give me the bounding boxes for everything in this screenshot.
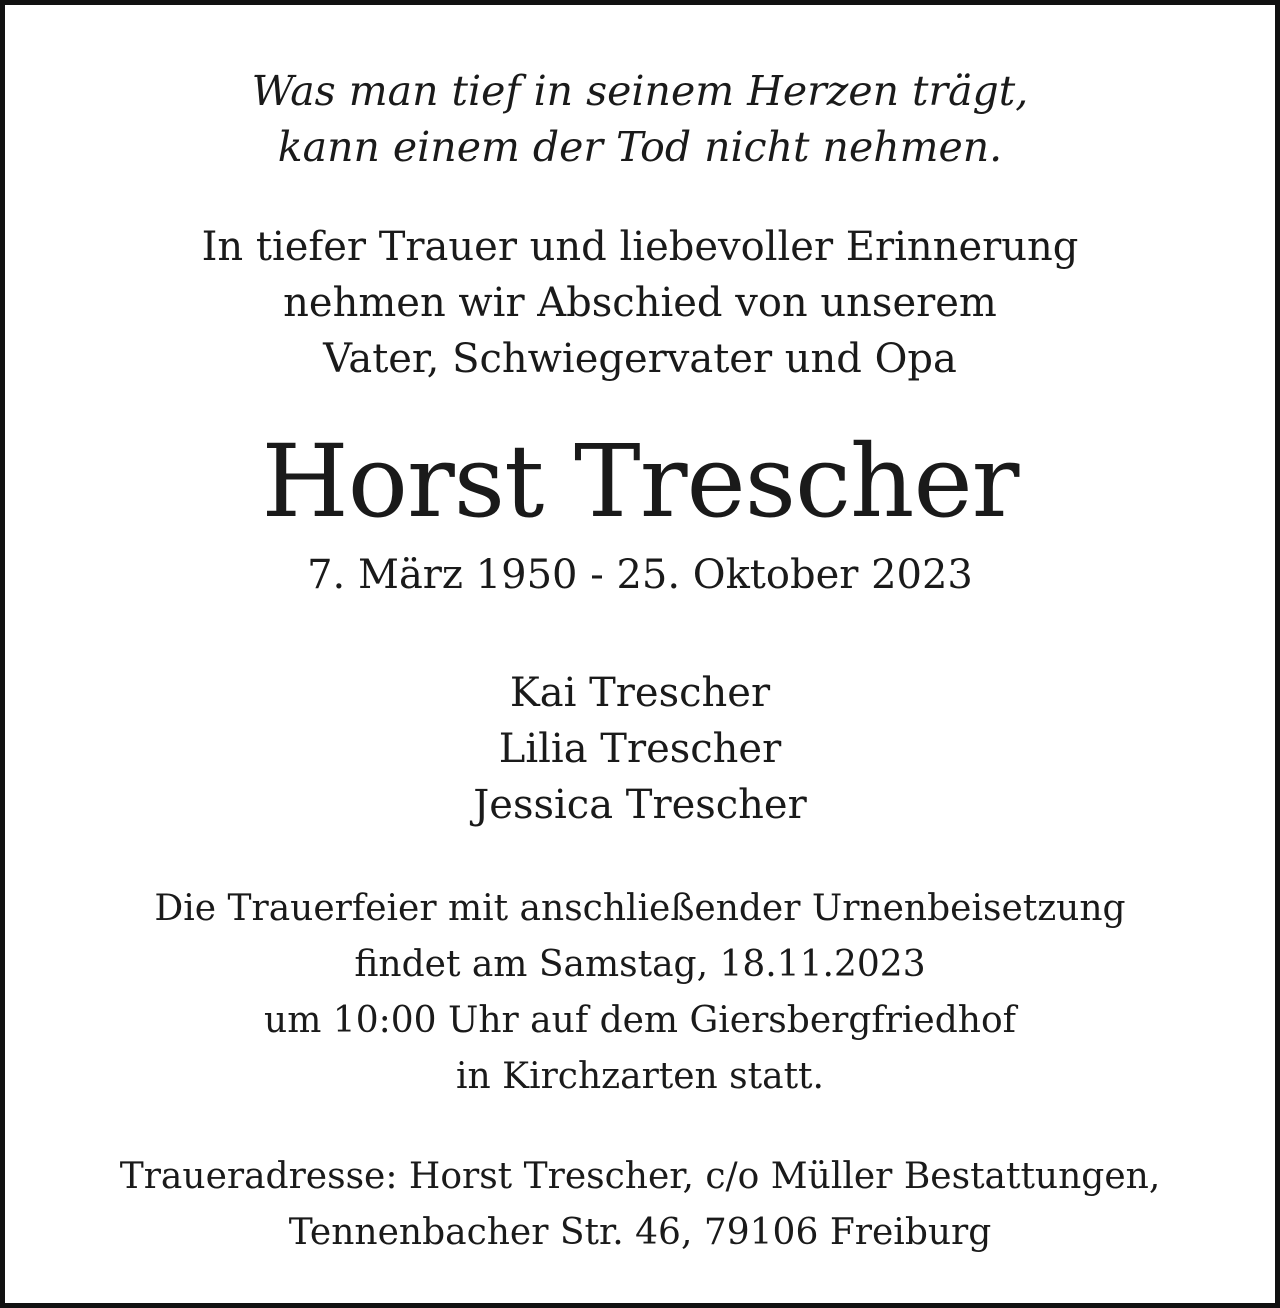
intro-line-1: In tiefer Trauer und liebevoller Erinnerung: [201, 224, 1079, 270]
life-dates: 7. März 1950 - 25. Oktober 2023: [307, 552, 973, 598]
address-line-1: Traueradresse: Horst Trescher, c/o Müller Bestattungen,: [119, 1156, 1161, 1197]
mourner-name: Jessica Trescher: [473, 782, 807, 828]
service-line-1: Die Trauerfeier mit anschließender Urnenbeisetzung: [154, 888, 1126, 929]
mourner-name: Lilia Trescher: [498, 726, 782, 772]
verse-line-2: kann einem der Tod nicht nehmen.: [277, 123, 1003, 171]
address-line-2: Tennenbacher Str. 46, 79106 Freiburg: [288, 1212, 992, 1253]
verse-line-1: Was man tief in seinem Herzen trägt,: [251, 67, 1029, 115]
intro-line-3: Vater, Schwiegervater und Opa: [323, 336, 957, 382]
mourner-name: Kai Trescher: [509, 670, 771, 716]
service-line-2: findet am Samstag, 18.11.2023: [354, 944, 926, 985]
intro-line-2: nehmen wir Abschied von unserem: [283, 280, 997, 326]
service-line-4: in Kirchzarten statt.: [456, 1056, 824, 1097]
deceased-name: Horst Trescher: [261, 423, 1019, 540]
service-line-3: um 10:00 Uhr auf dem Giersbergfriedhof: [264, 1000, 1016, 1041]
